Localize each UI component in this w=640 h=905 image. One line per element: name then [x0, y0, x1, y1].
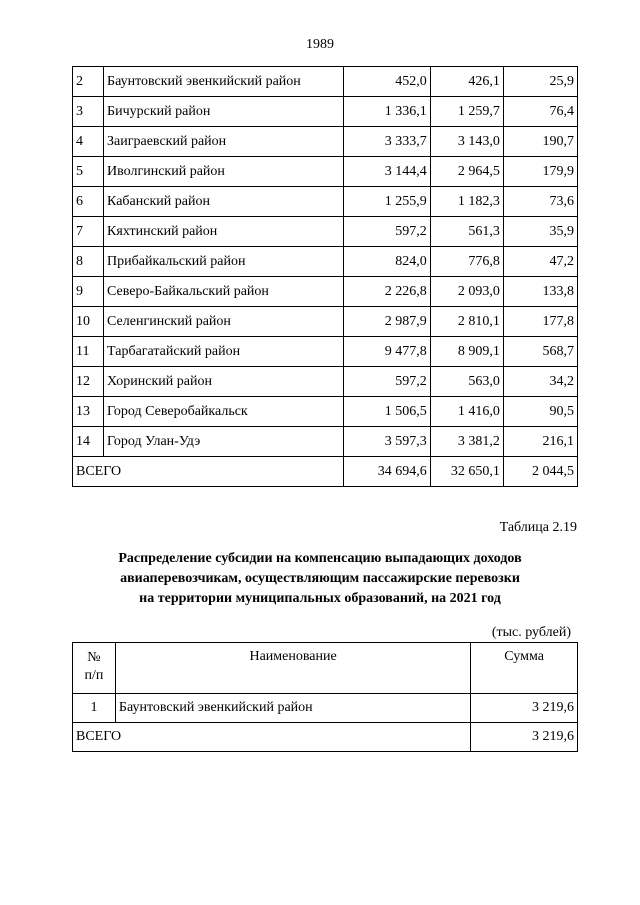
- row-number-cell: 10: [73, 307, 104, 337]
- district-name-cell: Селенгинский район: [104, 307, 343, 337]
- units-label: (тыс. рублей): [491, 625, 571, 640]
- table-row: [73, 694, 578, 723]
- district-name-cell: Тарбагатайский район: [104, 337, 343, 367]
- district-name-cell: Кабанский район: [104, 187, 343, 217]
- total-label-cell: ВСЕГО: [73, 457, 344, 487]
- value-b-cell: 8 909,1: [430, 337, 503, 367]
- table-row: [73, 247, 578, 277]
- value-b-cell: 561,3: [430, 217, 503, 247]
- subsidy-table-body: [73, 643, 578, 752]
- value-c-cell: 73,6: [503, 187, 577, 217]
- table-row: [73, 397, 578, 427]
- district-name-cell: Баунтовский эвенкийский район: [115, 694, 470, 723]
- value-b-cell: 563,0: [430, 367, 503, 397]
- row-number-cell: 3: [73, 97, 104, 127]
- value-b-cell: 3 381,2: [430, 427, 503, 457]
- district-name-cell: Иволгинский район: [104, 157, 343, 187]
- table-row: [73, 277, 578, 307]
- value-c-cell: 47,2: [503, 247, 577, 277]
- value-a-cell: 2 987,9: [343, 307, 430, 337]
- table-row: [73, 337, 578, 367]
- table-title-line: авиаперевозчикам, осуществляющим пассажирские перевозки: [120, 571, 520, 586]
- row-number-cell: 5: [73, 157, 104, 187]
- table-row: [73, 367, 578, 397]
- district-allocation-table: [72, 66, 578, 487]
- value-c-cell: 177,8: [503, 307, 577, 337]
- value-a-cell: 1 506,5: [343, 397, 430, 427]
- district-name-cell: Северо-Байкальский район: [104, 277, 343, 307]
- row-number-cell: 7: [73, 217, 104, 247]
- district-name-cell: Прибайкальский район: [104, 247, 343, 277]
- table-header-row: [73, 643, 578, 694]
- value-b-cell: 2 093,0: [430, 277, 503, 307]
- table-title: [0, 549, 640, 609]
- value-c-cell: 35,9: [503, 217, 577, 247]
- table-row: [73, 67, 578, 97]
- table-row: [73, 97, 578, 127]
- value-c-cell: 216,1: [503, 427, 577, 457]
- header-number-line: №: [87, 650, 101, 665]
- value-c-cell: 568,7: [503, 337, 577, 367]
- row-number-cell: 12: [73, 367, 104, 397]
- row-number-cell: 11: [73, 337, 104, 367]
- value-c-cell: 76,4: [503, 97, 577, 127]
- row-number-cell: 4: [73, 127, 104, 157]
- row-number-cell: 1: [73, 694, 116, 723]
- row-number-cell: 8: [73, 247, 104, 277]
- value-b-cell: 3 143,0: [430, 127, 503, 157]
- value-a-cell: 1 336,1: [343, 97, 430, 127]
- value-a-cell: 1 255,9: [343, 187, 430, 217]
- district-name-cell: Город Улан-Удэ: [104, 427, 343, 457]
- value-a-cell: 452,0: [343, 67, 430, 97]
- value-b-cell: 426,1: [430, 67, 503, 97]
- value-c-cell: 25,9: [503, 67, 577, 97]
- total-value-a-cell: 34 694,6: [343, 457, 430, 487]
- value-a-cell: 3 333,7: [343, 127, 430, 157]
- district-allocation-table-body: [73, 67, 578, 487]
- total-value-c-cell: 2 044,5: [503, 457, 577, 487]
- value-b-cell: 1 259,7: [430, 97, 503, 127]
- value-c-cell: 34,2: [503, 367, 577, 397]
- header-number-line: п/п: [84, 668, 104, 683]
- table-row: [73, 187, 578, 217]
- row-number-cell: 6: [73, 187, 104, 217]
- header-name-cell: Наименование: [115, 643, 470, 694]
- district-name-cell: Заиграевский район: [104, 127, 343, 157]
- value-b-cell: 1 182,3: [430, 187, 503, 217]
- page-number: 1989: [306, 37, 334, 52]
- value-a-cell: 9 477,8: [343, 337, 430, 367]
- district-name-cell: Бичурский район: [104, 97, 343, 127]
- row-number-cell: 14: [73, 427, 104, 457]
- district-name-cell: Кяхтинский район: [104, 217, 343, 247]
- value-a-cell: 824,0: [343, 247, 430, 277]
- value-c-cell: 179,9: [503, 157, 577, 187]
- value-a-cell: 3 144,4: [343, 157, 430, 187]
- value-a-cell: 2 226,8: [343, 277, 430, 307]
- table-number-label: Таблица 2.19: [499, 520, 577, 535]
- header-sum-cell: Сумма: [471, 643, 578, 694]
- value-c-cell: 90,5: [503, 397, 577, 427]
- subsidy-table: [72, 642, 578, 752]
- table-row: [73, 427, 578, 457]
- total-value-b-cell: 32 650,1: [430, 457, 503, 487]
- value-b-cell: 1 416,0: [430, 397, 503, 427]
- sum-cell: 3 219,6: [471, 694, 578, 723]
- value-b-cell: 776,8: [430, 247, 503, 277]
- value-c-cell: 190,7: [503, 127, 577, 157]
- table-row: [73, 157, 578, 187]
- value-a-cell: 597,2: [343, 367, 430, 397]
- district-name-cell: Город Северобайкальск: [104, 397, 343, 427]
- row-number-cell: 9: [73, 277, 104, 307]
- row-number-cell: 13: [73, 397, 104, 427]
- table-row: [73, 217, 578, 247]
- value-a-cell: 3 597,3: [343, 427, 430, 457]
- value-b-cell: 2 810,1: [430, 307, 503, 337]
- value-c-cell: 133,8: [503, 277, 577, 307]
- table-total-row: [73, 457, 578, 487]
- table-row: [73, 127, 578, 157]
- total-label-cell: ВСЕГО: [73, 723, 471, 752]
- header-number-cell: [73, 643, 116, 694]
- row-number-cell: 2: [73, 67, 104, 97]
- table-title-line: на территории муниципальных образований, на 2021 год: [139, 591, 501, 606]
- total-sum-cell: 3 219,6: [471, 723, 578, 752]
- district-name-cell: Хоринский район: [104, 367, 343, 397]
- district-name-cell: Баунтовский эвенкийский район: [104, 67, 343, 97]
- table-row: [73, 307, 578, 337]
- value-b-cell: 2 964,5: [430, 157, 503, 187]
- value-a-cell: 597,2: [343, 217, 430, 247]
- table-title-line: Распределение субсидии на компенсацию выпадающих доходов: [118, 551, 522, 566]
- table-total-row: [73, 723, 578, 752]
